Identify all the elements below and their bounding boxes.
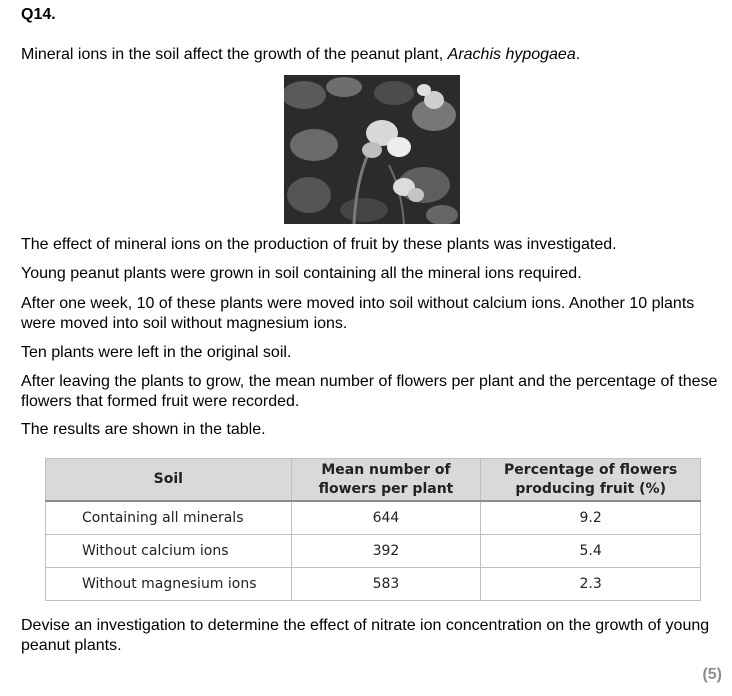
results-table — [45, 458, 701, 601]
header-percent-fruit-line2: producing fruit (%) — [515, 480, 666, 497]
fruit-cell: 9.2 — [481, 501, 701, 535]
table-row — [46, 568, 701, 601]
header-mean-flowers-line2: flowers per plant — [318, 480, 454, 497]
fruit-cell: 2.3 — [481, 568, 701, 601]
intro-end: . — [575, 46, 581, 63]
paragraph-2: Young peanut plants were grown in soil containing all the mineral ions required. — [21, 265, 582, 282]
flowers-cell: 392 — [291, 535, 481, 568]
soil-cell: Without magnesium ions — [46, 568, 292, 601]
peanut-plant-photo — [284, 75, 460, 224]
soil-cell: Without calcium ions — [46, 535, 292, 568]
header-mean-flowers-line1: Mean number of — [321, 461, 451, 478]
soil-cell: Containing all minerals — [46, 501, 292, 535]
table-row — [46, 535, 701, 568]
header-percent-fruit-line1: Percentage of flowers — [504, 461, 678, 478]
marks-label: (5) — [702, 666, 722, 683]
table-row — [46, 501, 701, 535]
flowers-cell: 644 — [291, 501, 481, 535]
header-mean-flowers — [291, 459, 481, 502]
intro-text: Mineral ions in the soil affect the growth of the peanut plant, — [21, 46, 448, 63]
paragraph-1: The effect of mineral ions on the production of fruit by these plants was investigated. — [21, 236, 617, 253]
task-paragraph: Devise an investigation to determine the effect of nitrate ion concentration on the growth of young peanut plants. — [21, 617, 710, 654]
fruit-cell: 5.4 — [481, 535, 701, 568]
header-soil: Soil — [46, 459, 292, 502]
paragraph-4: Ten plants were left in the original soil. — [21, 344, 292, 361]
flowers-cell: 583 — [291, 568, 481, 601]
paragraph-3: After one week, 10 of these plants were moved into soil without calcium ions. Another 10 plants were moved into soil without magnesium ions. — [21, 295, 695, 332]
paragraph-5: After leaving the plants to grow, the mean number of flowers per plant and the percentage of these flowers that formed fruit were recorded. — [21, 373, 718, 410]
question-number: Q14. — [21, 6, 56, 23]
table-header-row — [46, 459, 701, 502]
header-percent-fruit — [481, 459, 701, 502]
intro-paragraph — [21, 45, 721, 65]
paragraph-6: The results are shown in the table. — [21, 421, 266, 438]
species-name: Arachis hypogaea — [447, 46, 576, 63]
